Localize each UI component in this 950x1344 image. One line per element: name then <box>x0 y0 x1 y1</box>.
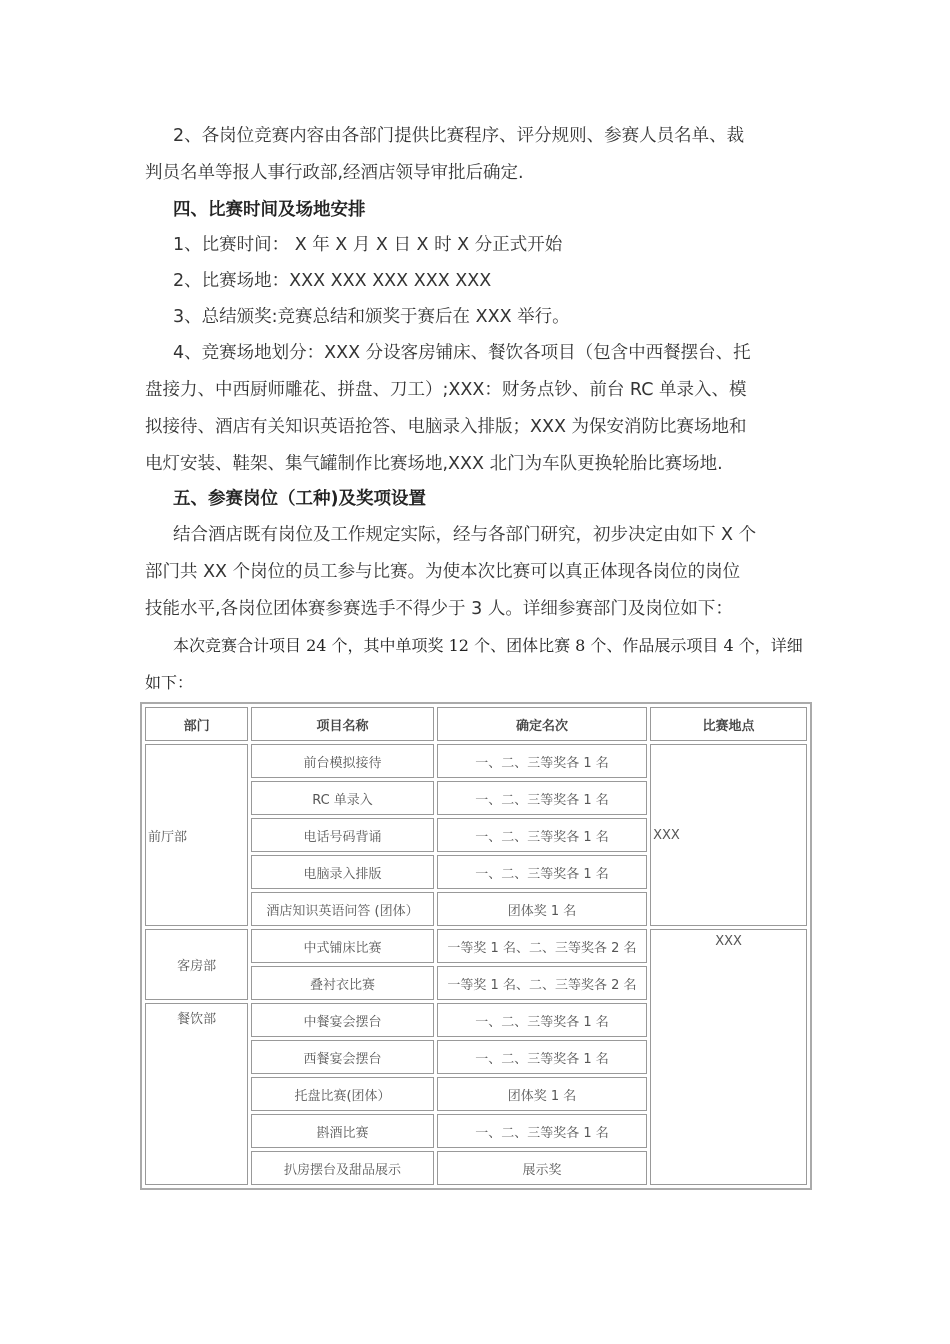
paragraph-division <box>145 335 805 483</box>
header-rank: 确定名次 <box>437 707 647 741</box>
paragraph-awards <box>145 299 805 336</box>
item-cell: 中餐宴会摆台 <box>251 1003 434 1037</box>
heading-text: 五、参赛岗位（工种)及奖项设置 <box>173 489 426 509</box>
text-line: 结合酒店既有岗位及工作规定实际，经与各部门研究，初步决定由如下 X 个 <box>173 525 757 545</box>
paragraph-approval <box>145 118 805 192</box>
rank-cell: 一、二、三等奖各 1 名 <box>437 744 647 778</box>
item-cell: 中式铺床比赛 <box>251 929 434 963</box>
rank-cell: 一、二、三等奖各 1 名 <box>437 1040 647 1074</box>
heading-text: 四、比赛时间及场地安排 <box>173 200 366 220</box>
paragraph-time <box>145 227 805 264</box>
item-cell: 扒房摆台及甜品展示 <box>251 1151 434 1185</box>
text-line: 盘接力、中西厨师雕花、拼盘、刀工）;XXX：财务点钞、前台 RC 单录入、模 <box>145 380 747 400</box>
text-line: 拟接待、酒店有关知识英语抢答、电脑录入排版；XXX 为保安消防比赛场地和 <box>145 417 747 437</box>
rank-cell: 一、二、三等奖各 1 名 <box>437 1003 647 1037</box>
rank-cell: 一等奖 1 名、二、三等奖各 2 名 <box>437 966 647 1000</box>
item-cell: 托盘比赛(团体） <box>251 1077 434 1111</box>
header-item: 项目名称 <box>251 707 434 741</box>
rank-cell: 一、二、三等奖各 1 名 <box>437 855 647 889</box>
item-cell: 电话号码背诵 <box>251 818 434 852</box>
rank-cell: 一、二、三等奖各 1 名 <box>437 818 647 852</box>
item-cell: 前台模拟接待 <box>251 744 434 778</box>
dept-cell: 客房部 <box>145 929 248 1000</box>
text-line: 判员名单等报人事行政部,经酒店领导审批后确定. <box>145 163 524 183</box>
paragraph-venue <box>145 263 805 300</box>
item-cell: 酒店知识英语问答 (团体） <box>251 892 434 926</box>
rank-cell: 团体奖 1 名 <box>437 1077 647 1111</box>
text-line: 技能水平,各岗位团体赛参赛选手不得少于 3 人。详细参赛部门及岗位如下： <box>145 599 733 619</box>
table-row <box>145 929 807 963</box>
header-dept: 部门 <box>145 707 248 741</box>
text-line: 本次竞赛合计项目 24 个，其中单项奖 12 个、团体比赛 8 个、作品展示项目 4 个，详细 <box>173 636 803 655</box>
paragraph-participation <box>145 517 805 628</box>
text-line: 部门共 XX 个岗位的员工参与比赛。为使本次比赛可以真正体现各岗位的岗位 <box>145 562 741 582</box>
dept-cell: 餐饮部 <box>145 1003 248 1185</box>
item-cell: 电脑录入排版 <box>251 855 434 889</box>
section-heading-4 <box>145 192 805 229</box>
text-line: 1、比赛时间： X 年 X 月 X 日 X 时 X 分正式开始 <box>173 235 563 255</box>
text-line: 4、竞赛场地划分：XXX 分设客房铺床、餐饮各项目（包含中西餐摆台、托 <box>173 343 751 363</box>
rank-cell: 团体奖 1 名 <box>437 892 647 926</box>
rank-cell: 一、二、三等奖各 1 名 <box>437 1114 647 1148</box>
text-line: 2、比赛场地：XXX XXX XXX XXX XXX <box>173 271 492 291</box>
text-line: 电灯安装、鞋架、集气罐制作比赛场地,XXX 北门为车队更换轮胎比赛场地. <box>145 454 723 474</box>
item-cell: 叠衬衣比赛 <box>251 966 434 1000</box>
section-heading-5 <box>145 481 805 518</box>
item-cell: 西餐宴会摆台 <box>251 1040 434 1074</box>
rank-cell: 一等奖 1 名、二、三等奖各 2 名 <box>437 929 647 963</box>
rank-cell: 一、二、三等奖各 1 名 <box>437 781 647 815</box>
awards-table <box>140 702 812 1190</box>
rank-cell: 展示奖 <box>437 1151 647 1185</box>
header-location: 比赛地点 <box>650 707 807 741</box>
item-cell: RC 单录入 <box>251 781 434 815</box>
dept-cell: 前厅部 <box>145 744 248 926</box>
table-row <box>145 744 807 778</box>
location-cell: XXX <box>650 929 807 1185</box>
text-line: 如下： <box>145 673 194 692</box>
location-cell: XXX <box>650 744 807 926</box>
item-cell: 斟酒比赛 <box>251 1114 434 1148</box>
paragraph-summary <box>145 627 805 701</box>
text-line: 3、总结颁奖:竞赛总结和颁奖于赛后在 XXX 举行。 <box>173 307 570 327</box>
table-header-row <box>145 707 807 741</box>
text-line: 2、各岗位竞赛内容由各部门提供比赛程序、评分规则、参赛人员名单、裁 <box>173 126 745 146</box>
